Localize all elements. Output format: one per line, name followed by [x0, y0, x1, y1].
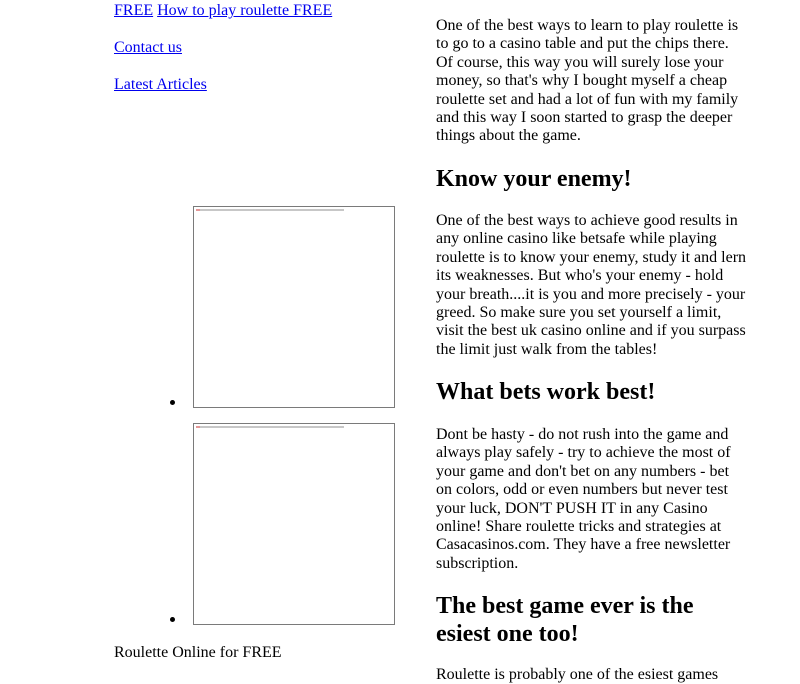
- heading-bets: What bets work best!: [436, 379, 656, 405]
- best-game-paragraph: Roulette is probably one of the esiest games: [436, 666, 719, 683]
- free-link[interactable]: FREE: [114, 2, 154, 19]
- nav-free-row: [114, 1, 332, 21]
- bets-paragraph: Dont be hasty - do not rush into the game and always play safely - try to achieve the most of your game and don't bet on any numbers - bet on colors, odd or even numbers but never test your luck, DON'T PUSH IT in any Casino online! Share roulette tricks and strategies at Casacasinos.com. They have a free newsletter subscription.: [436, 426, 731, 572]
- footer-text: Roulette Online for FREE: [114, 644, 282, 661]
- latest-row: [114, 75, 207, 95]
- contact-row: [114, 38, 182, 58]
- heading-know-enemy: Know your enemy!: [436, 166, 632, 192]
- broken-image-icon: [196, 209, 344, 211]
- ad-image-frame[interactable]: [193, 206, 395, 408]
- heading-best-game: The best game ever is the esiest one too!: [436, 593, 694, 647]
- bullet-icon: [170, 400, 175, 405]
- ad-image-frame[interactable]: [193, 423, 395, 625]
- broken-image-icon: [196, 426, 344, 428]
- contact-link[interactable]: Contact us: [114, 39, 182, 56]
- intro-paragraph: One of the best ways to learn to play roulette is to go to a casino table and put the chips there. Of course, this way you will surely lose your money, so that's why I bought myself a cheap roulette set and had a lot of fun with my family and this way I soon started to grasp the deeper things about the game.: [436, 17, 739, 145]
- enemy-paragraph: One of the best ways to achieve good results in any online casino like betsafe while playing roulette is to know your enemy, study it and lern its weaknesses. But who's your enemy - hold your breath....it is you and more precisely - your greed. So make sure you set yourself a limit, visit the best uk casino online and if you surpass the limit just walk from the tables!: [436, 212, 747, 358]
- how-to-play-link[interactable]: How to play roulette FREE: [157, 2, 333, 19]
- bullet-icon: [170, 617, 175, 622]
- latest-articles-link[interactable]: Latest Articles: [114, 76, 207, 93]
